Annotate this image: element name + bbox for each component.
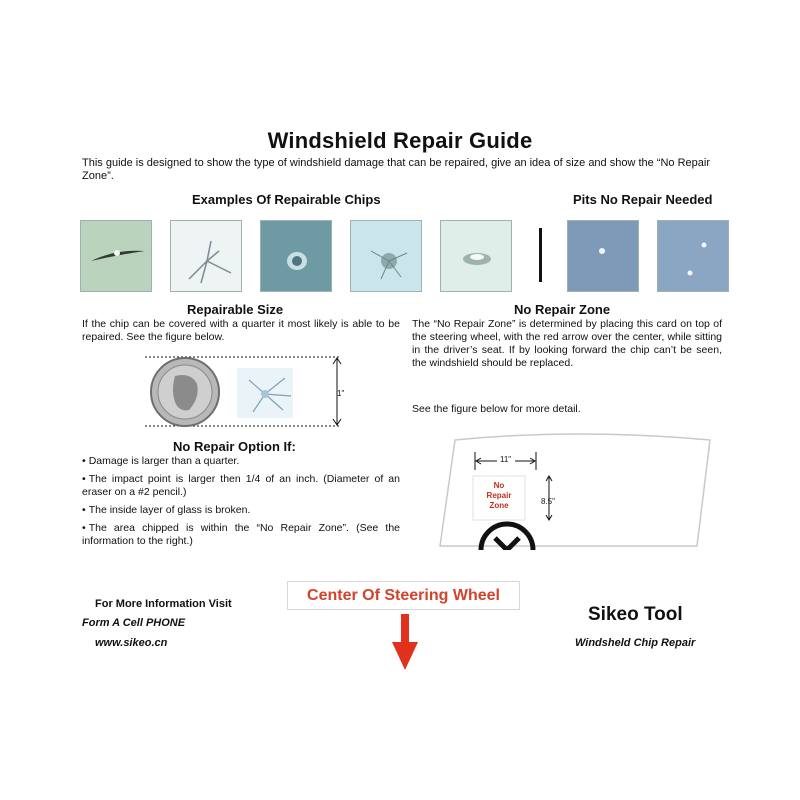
brand-tagline: Windsheld Chip Repair: [575, 637, 696, 649]
no-repair-zone-label: No Repair Zone: [486, 481, 512, 510]
no-repair-option-list: [82, 455, 400, 553]
windshield-figure: [425, 428, 725, 558]
website-text: www.sikeo.cn: [95, 637, 168, 649]
list-item: • Damage is larger than a quarter.: [82, 455, 240, 467]
examples-heading: Examples Of Repairable Chips: [192, 192, 381, 207]
down-arrow-icon: [390, 614, 420, 672]
chip-crack-icon: [237, 368, 293, 418]
list-item: • The impact point is larger then 1/4 of an inch. (Diameter of an eraser on a #2 pencil.): [82, 473, 400, 498]
section-divider: [539, 228, 542, 282]
cell-phone-text: Form A Cell PHONE: [82, 617, 186, 629]
chip-photo-1: [80, 220, 152, 292]
page-title: Windshield Repair Guide: [267, 128, 533, 153]
chip-photo-5: [440, 220, 512, 292]
chip-photo-2: [170, 220, 242, 292]
more-info-text: For More Information Visit: [95, 598, 232, 610]
height-dimension-label: 8.5": [541, 497, 555, 506]
chip-photo-4: [350, 220, 422, 292]
pits-heading: Pits No Repair Needed: [573, 192, 713, 207]
quarter-figure: [145, 354, 355, 429]
pit-photo-1: [567, 220, 639, 292]
width-dimension-label: 11": [500, 455, 512, 464]
no-repair-zone-see-more: See the figure below for more detail.: [412, 403, 581, 415]
no-repair-zone-text: The “No Repair Zone” is determined by placing this card on top of the steering wheel, with the red arrow over the center, while sitting in the driver’s seat. If by looking forward the chip can’t be seen, the windshield should be replaced.: [412, 318, 722, 369]
no-repair-option-heading: No Repair Option If:: [173, 439, 296, 454]
no-repair-zone-heading: No Repair Zone: [514, 302, 611, 317]
list-item: • The area chipped is within the “No Repair Zone”. (See the information to the right.): [82, 522, 400, 547]
repairable-size-text: If the chip can be covered with a quarter it most likely is able to be repaired. See the figure below.: [82, 318, 400, 343]
center-steering-wheel-label: Center Of Steering Wheel: [287, 581, 520, 610]
pit-photo-2: [657, 220, 729, 292]
chip-photo-3: [260, 220, 332, 292]
one-inch-label: 1": [337, 389, 345, 398]
brand-name: Sikeo Tool: [588, 604, 683, 625]
repairable-size-heading: Repairable Size: [187, 302, 284, 317]
list-item: • The inside layer of glass is broken.: [82, 504, 251, 516]
quarter-coin-icon: [151, 358, 219, 426]
intro-text: This guide is designed to show the type of windshield damage that can be repaired, give an idea of size and show the “No Repair Zone”.: [82, 157, 710, 182]
